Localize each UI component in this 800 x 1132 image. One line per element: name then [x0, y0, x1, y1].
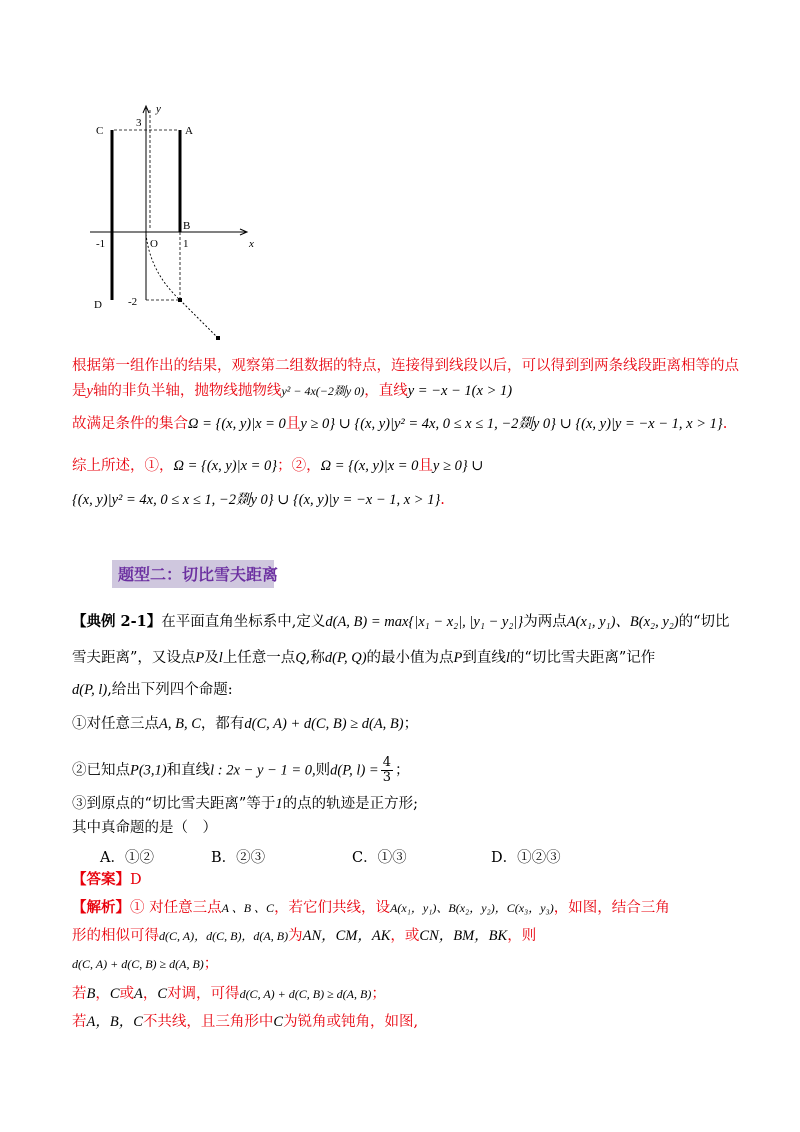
analysis-line4: 若B，C或A，C对调，可得d(C, A) + d(C, B) ≥ d(A, B)；	[72, 986, 386, 1002]
fraction: $\frac{4}{3}$	[382, 755, 391, 785]
label-three: 3	[136, 117, 142, 129]
para1-line2: 是y轴的非负半轴，抛物线抛物线y² − 4x(−2剟y 0)，直线y = −x − 1(x > 1)	[72, 383, 513, 399]
coordinate-figure	[80, 95, 280, 355]
option-a[interactable]: A．①②	[100, 850, 154, 866]
example-line3: d(P, l),给出下列四个命题:	[72, 682, 233, 698]
label-c: C	[96, 125, 104, 137]
label-neg2: -2	[128, 296, 138, 308]
example-line2: 雪夫距离”，又设点P及l上任意一点Q,称d(P, Q)的最小值为点P到直线l的“切比雪夫距离”记作	[72, 650, 656, 666]
option-c[interactable]: C．①③	[352, 850, 407, 866]
para3-line1: 综上所述，①，Ω = {(x, y)|x = 0}；②，Ω = {(x, y)|x = 0且y ≥ 0} ∪	[72, 458, 484, 474]
section-heading: 题型二：切比雪夫距离	[118, 565, 279, 584]
question-prompt: 其中真命题的是（ ）	[72, 820, 217, 836]
label-x: x	[249, 238, 254, 250]
proposition-1: ①对任意三点A, B, C，都有d(C, A) + d(C, B) ≥ d(A, B)；	[72, 716, 419, 732]
label-neg1: -1	[96, 238, 106, 250]
answer-line: 【答案】D	[72, 871, 142, 888]
option-d[interactable]: D．①②③	[491, 850, 561, 866]
option-b[interactable]: B．②③	[211, 850, 266, 866]
label-b: B	[183, 220, 191, 232]
para2: 故满足条件的集合Ω = {(x, y)|x = 0且y ≥ 0} ∪ {(x, y)|y² = 4x, 0 ≤ x ≤ 1, −2剟y 0} ∪ {(x, y)|y = −x − 1, x > 1}.	[72, 416, 728, 432]
proposition-2: ②已知点P(3,1)和直线l : 2x − y − 1 = 0,则d(P, l) = $\frac{4}{3}$ ；	[72, 755, 410, 785]
proposition-3: ③到原点的“切比雪夫距离”等于1的点的轨迹是正方形;	[72, 796, 418, 812]
label-a: A	[185, 125, 193, 137]
para1-line1: 根据第一组作出的结果，观察第二组数据的特点，连接得到线段以后，可以得到到两条线段距离相等的点	[72, 358, 739, 374]
analysis-line1: 【解析】① 对任意三点A 、B 、C，若它们共线，设A(x₁，y₁)、B(x₂，y₂)，C(x₃，y₃)，如图，结合三角	[72, 899, 670, 916]
label-one: 1	[183, 238, 189, 250]
analysis-line5: 若A，B，C不共线，且三角形中C为锐角或钝角，如图,	[72, 1014, 419, 1030]
label-o: O	[150, 238, 158, 250]
ray-line	[180, 300, 218, 338]
label-y: y	[156, 103, 161, 115]
example-line1: 【典例 2-1】在平面直角坐标系中,定义d(A, B) = max{|x₁ − x₂|, |y₁ − y₂|}为两点A(x₁, y₁)、B(x₂, y₂)的“切比	[72, 613, 730, 630]
para3-line2: {(x, y)|y² = 4x, 0 ≤ x ≤ 1, −2剟y 0} ∪ {(x, y)|y = −x − 1, x > 1}.	[72, 492, 445, 508]
label-d: D	[94, 299, 102, 311]
analysis-line3: d(C, A) + d(C, B) ≥ d(A, B)；	[72, 956, 219, 972]
analysis-line2: 形的相似可得d(C, A)，d(C, B)，d(A, B)为AN，CM，AK，或CN，BM，BK，则	[72, 928, 537, 944]
